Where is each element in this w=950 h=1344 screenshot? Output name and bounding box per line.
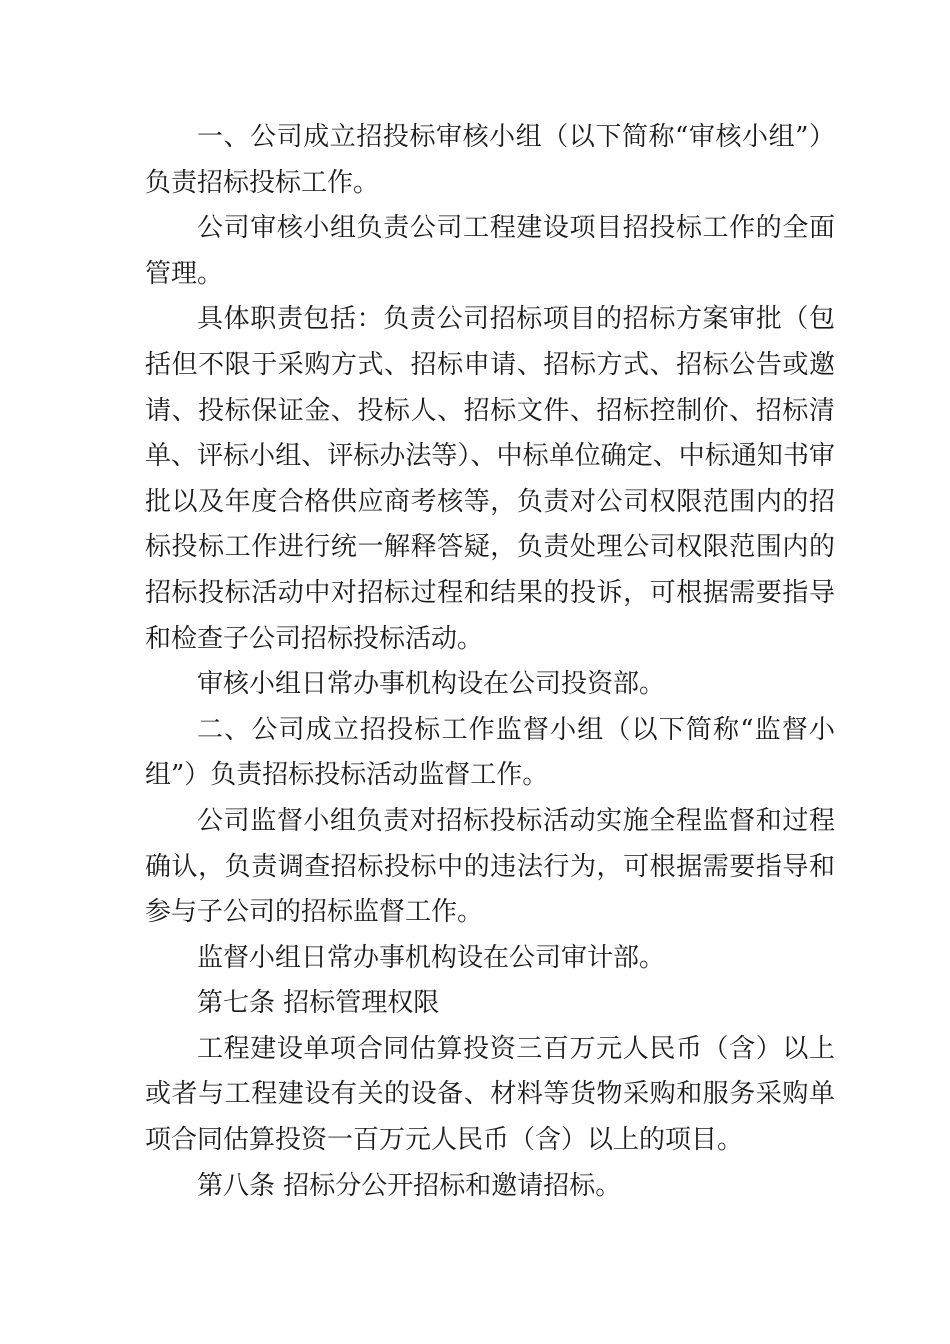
- article-7-heading: 第七条 招标管理权限: [197, 988, 440, 1019]
- paragraph-supervision-group-duties: 公司监督小组负责对招标投标活动实施全程监督和过程确认，负责调查招标投标中的违法行为，可根据需要指导和参与子公司的招标监督工作。: [145, 805, 835, 928]
- paragraph-review-group-established: 一、公司成立招投标审核小组（以下简称“审核小组”）负责招标投标工作。: [145, 122, 835, 198]
- paragraph-review-group-duties: 具体职责包括：负责公司招标项目的招标方案审批（包括但不限于采购方式、招标申请、招标方式、招标公告或邀请、投标保证金、投标人、招标文件、招标控制价、招标清单、评标小组、评标办法等）、中标单位确定、中标通知书审批以及年度合格供应商考核等，负责对公司权限范围内的招标投标工作进行统一解释答疑，负责处理公司权限范围内的招标投标活动中对招标过程和结果的投诉，可根据需要指导和检查子公司招标投标活动。: [145, 304, 835, 654]
- paragraph-tender-thresholds: 工程建设单项合同估算投资三百万元人民币（含）以上或者与工程建设有关的设备、材料等货物采购和服务采购单项合同估算投资一百万元人民币（含）以上的项目。: [145, 1033, 835, 1156]
- article-8-heading: 第八条 招标分公开招标和邀请招标。: [197, 1170, 622, 1201]
- paragraph-supervision-group-office: 监督小组日常办事机构设在公司审计部。: [197, 942, 666, 973]
- paragraph-review-group-office: 审核小组日常办事机构设在公司投资部。: [197, 669, 666, 700]
- document-page: [145, 115, 835, 1209]
- paragraph-review-group-management: 公司审核小组负责公司工程建设项目招投标工作的全面管理。: [145, 213, 835, 289]
- paragraph-supervision-group-established: 二、公司成立招投标工作监督小组（以下简称“监督小组”）负责招标投标活动监督工作。: [145, 714, 835, 791]
